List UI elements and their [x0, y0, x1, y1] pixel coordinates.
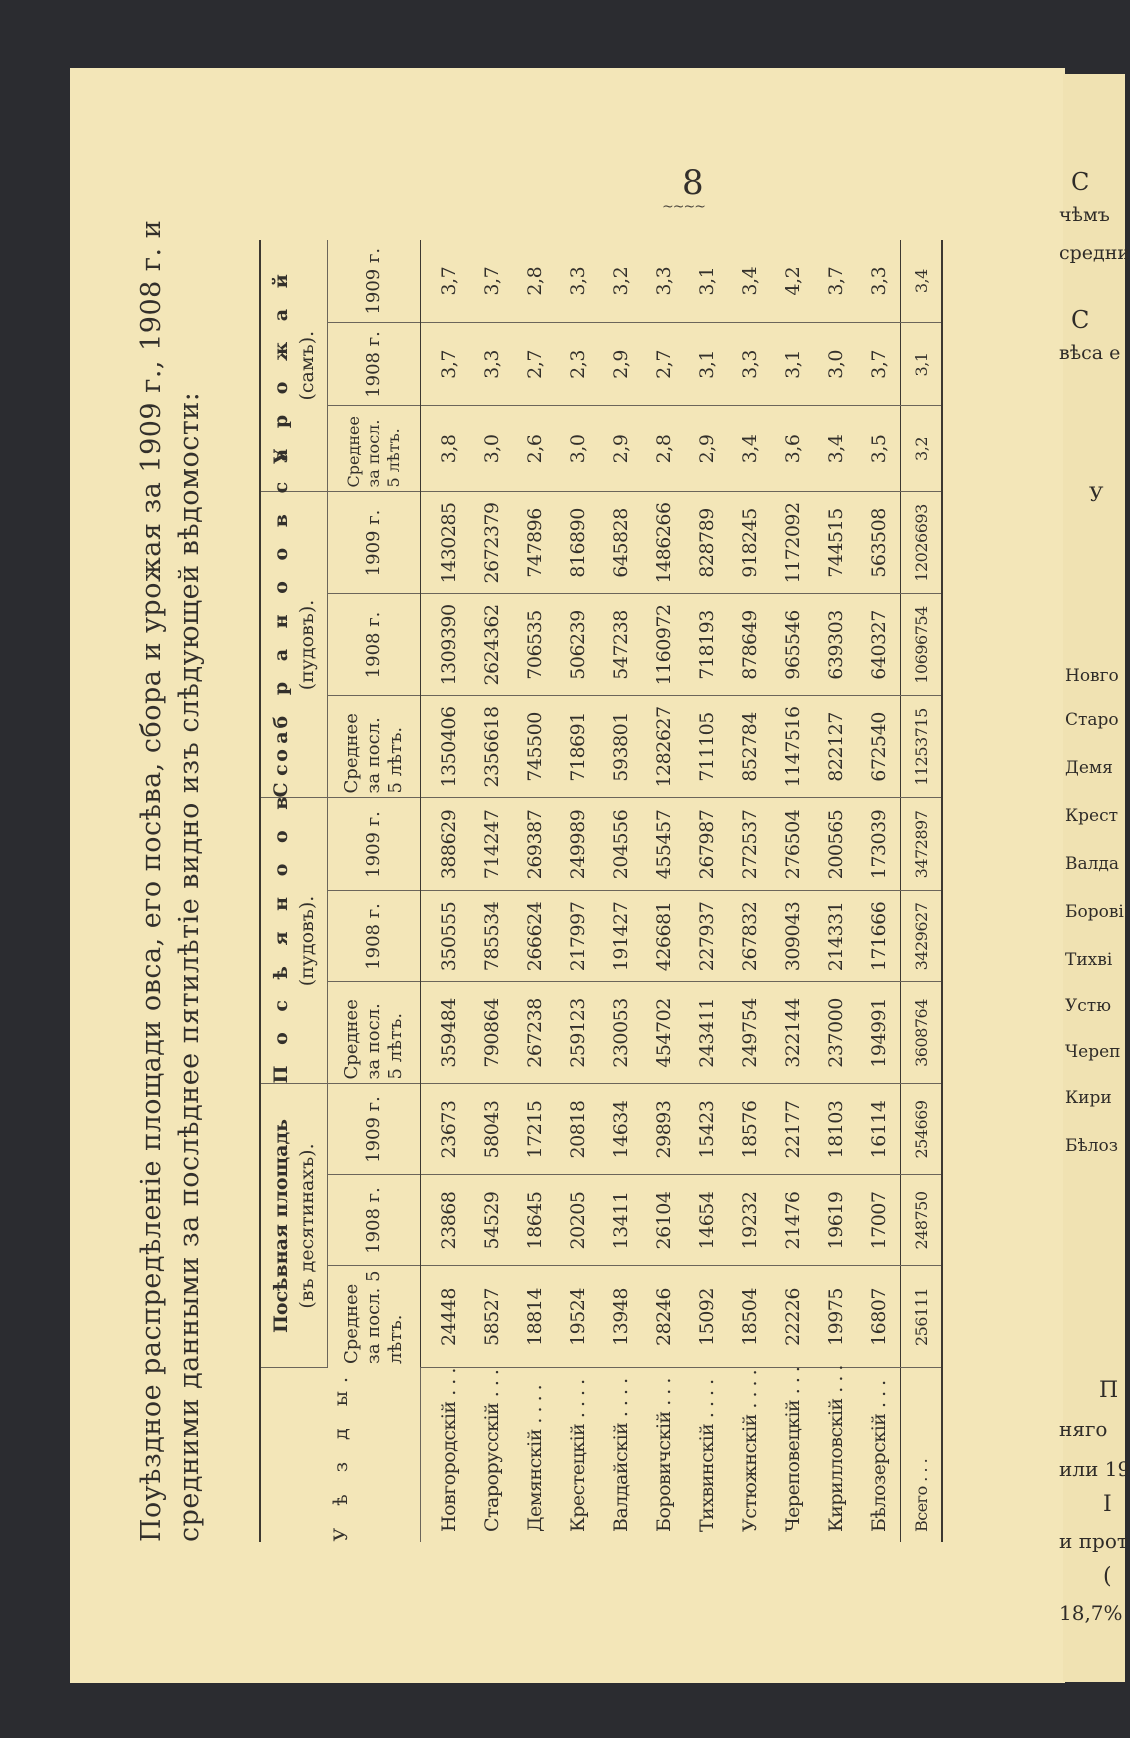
table-cell: 547238: [599, 594, 642, 696]
table-cell: 3,3: [857, 240, 901, 323]
table-cell: 22226: [771, 1266, 814, 1368]
table-cell: 3,5: [857, 406, 901, 492]
table-cell: 2,7: [513, 323, 556, 406]
table-cell: 965546: [771, 594, 814, 696]
table-cell: 2,9: [599, 406, 642, 492]
table-cell: 645828: [599, 492, 642, 594]
subheader-1909: 1909 г.: [328, 1084, 421, 1175]
district-name: Крестецкій . . . .: [566, 1379, 589, 1532]
oats-statistics-table: [259, 240, 943, 1542]
district-name: Кирилловскій . . .: [824, 1365, 847, 1532]
table-cell: 12026693: [901, 492, 943, 594]
table-cell: 19975: [814, 1266, 857, 1368]
table-cell: 19619: [814, 1175, 857, 1266]
table-cell: 2,3: [556, 323, 599, 406]
next-page-fragment: вѣса е: [1059, 342, 1121, 364]
table-cell: 640327: [857, 594, 901, 696]
group-unit: (пудовъ).: [296, 895, 318, 987]
subheader-5yr-average: Среднее за посл. 5 лѣтъ.: [328, 696, 421, 798]
table-cell: 214331: [814, 891, 857, 982]
table-cell: 718193: [685, 594, 728, 696]
next-page-fragment: І: [1103, 1492, 1112, 1517]
district-name: Валдайскій . . . .: [609, 1378, 632, 1532]
table-cell: 2,7: [642, 323, 685, 406]
group-header-sown-area: [260, 1084, 328, 1368]
next-page-fragment: С: [1071, 306, 1090, 334]
caption-line-1: Поуѣздное распредѣленіе площади овса, его посѣва, сбора и урожая за 1909 г., 1908 г. и: [136, 219, 167, 1542]
group-title: Посѣвная площадь: [270, 1118, 292, 1334]
table-row: [728, 240, 771, 1542]
table-cell: 249754: [728, 982, 771, 1084]
table-cell: 267238: [513, 982, 556, 1084]
table-cell: 2,9: [685, 406, 728, 492]
table-cell: 744515: [814, 492, 857, 594]
table-cell: 16114: [857, 1084, 901, 1175]
table-cell: 259123: [556, 982, 599, 1084]
table-row: [685, 240, 728, 1542]
table-cell: 3,2: [599, 240, 642, 323]
table-cell: 18814: [513, 1266, 556, 1368]
table-cell: 718691: [556, 696, 599, 798]
table-cell: 18576: [728, 1084, 771, 1175]
next-page-fragment: (: [1103, 1564, 1112, 1589]
table-body: [421, 240, 943, 1542]
table-cell: 3,4: [814, 406, 857, 492]
district-name: Череповецкій . . .: [781, 1366, 804, 1532]
table-cell: 227937: [685, 891, 728, 982]
table-cell: 2,9: [599, 323, 642, 406]
table-cell: 17007: [857, 1175, 901, 1266]
group-unit: (пудовъ).: [296, 599, 318, 691]
table-cell: 506239: [556, 594, 599, 696]
table-cell: 26104: [642, 1175, 685, 1266]
table-cell: 3,1: [901, 323, 943, 406]
table-cell: 29893: [642, 1084, 685, 1175]
table-cell: 1309390: [421, 594, 471, 696]
table-cell: 243411: [685, 982, 728, 1084]
next-page-fragment: Борові: [1065, 902, 1124, 922]
subheader-1909: 1909 г.: [328, 798, 421, 891]
adjacent-page-edge: [1059, 74, 1130, 1682]
table-cell: 13948: [599, 1266, 642, 1368]
table-cell: 388629: [421, 798, 471, 891]
district-name: Старорусскій . . .: [480, 1369, 503, 1532]
table-cell: 3,4: [901, 240, 943, 323]
table-cell: 11253715: [901, 696, 943, 798]
table-cell: 3,3: [470, 323, 513, 406]
table-cell: 3608764: [901, 982, 943, 1084]
table-cell: 22177: [771, 1084, 814, 1175]
table-cell: 269387: [513, 798, 556, 891]
table-cell: 2624362: [470, 594, 513, 696]
table-cell: 3,7: [421, 323, 471, 406]
table-cell: 822127: [814, 696, 857, 798]
table-cell: 15092: [685, 1266, 728, 1368]
caption-line-2: средними данными за послѣднее пятилѣтіе видно изъ слѣдующей вѣдомости:: [174, 391, 205, 1542]
table-cell: 276504: [771, 798, 814, 891]
table-cell: 194991: [857, 982, 901, 1084]
table-cell: 2,6: [513, 406, 556, 492]
table-cell: 10696754: [901, 594, 943, 696]
next-page-fragment: С: [1071, 168, 1090, 196]
table-cell: 593801: [599, 696, 642, 798]
table-cell: 267832: [728, 891, 771, 982]
table-cell: 1160972: [642, 594, 685, 696]
table-row: [814, 240, 857, 1542]
table-cell: 15423: [685, 1084, 728, 1175]
table-cell: 454702: [642, 982, 685, 1084]
table-cell: 14634: [599, 1084, 642, 1175]
subheader-1908: 1908 г.: [328, 891, 421, 982]
table-cell: 3,3: [556, 240, 599, 323]
table-cell: 878649: [728, 594, 771, 696]
subheader-5yr-average: Среднее за посл. 5 лѣтъ.: [328, 1266, 421, 1368]
table-cell: 18645: [513, 1175, 556, 1266]
district-name: Тихвинскій . . . .: [695, 1379, 718, 1532]
table-cell: 248750: [901, 1175, 943, 1266]
table-cell: 237000: [814, 982, 857, 1084]
table-cell: 816890: [556, 492, 599, 594]
table-cell: 790864: [470, 982, 513, 1084]
table-cell: 3,3: [728, 323, 771, 406]
table-cell: 3,0: [470, 406, 513, 492]
table-cell: 4,2: [771, 240, 814, 323]
table-cell: 20818: [556, 1084, 599, 1175]
table-cell: 23868: [421, 1175, 471, 1266]
ornament: ~~~~: [662, 199, 705, 215]
next-page-fragment: Валда: [1065, 854, 1120, 874]
table-row: [556, 240, 599, 1542]
table-cell: 711105: [685, 696, 728, 798]
subheader-5yr-average: Среднее за посл. 5 лѣтъ.: [328, 406, 421, 492]
table-row: [421, 240, 471, 1542]
rotated-table-block: [136, 219, 1036, 1542]
table-cell: 706535: [513, 594, 556, 696]
subheader-1908: 1908 г.: [328, 594, 421, 696]
table-cell: 267987: [685, 798, 728, 891]
table-cell: 191427: [599, 891, 642, 982]
table-cell: 28246: [642, 1266, 685, 1368]
table-cell: 1486266: [642, 492, 685, 594]
group-unit: (самъ).: [296, 330, 318, 401]
subheader-1909: 1909 г.: [328, 492, 421, 594]
table-cell: 256111: [901, 1266, 943, 1368]
table-cell: 3,1: [771, 323, 814, 406]
table-cell: 3429627: [901, 891, 943, 982]
group-title: С о б р а н о о в с а: [270, 441, 292, 798]
table-cell: 18103: [814, 1084, 857, 1175]
group-title: У р о ж а й: [270, 267, 292, 465]
table-row: [470, 240, 513, 1542]
table-cell: 3,2: [901, 406, 943, 492]
table-cell: 426681: [642, 891, 685, 982]
table-cell: 3,6: [771, 406, 814, 492]
table-cell: 455457: [642, 798, 685, 891]
table-cell: 828789: [685, 492, 728, 594]
group-header-yield: [260, 240, 328, 492]
table-cell: 785534: [470, 891, 513, 982]
next-page-fragment: П: [1099, 1378, 1119, 1403]
table-cell: 217997: [556, 891, 599, 982]
table-cell: 3,8: [421, 406, 471, 492]
table-cell: 1430285: [421, 492, 471, 594]
next-page-fragment: Новго: [1065, 666, 1119, 686]
next-page-fragment: Старо: [1065, 710, 1119, 730]
table-cell: 13411: [599, 1175, 642, 1266]
subheader-1908: 1908 г.: [328, 1175, 421, 1266]
table-cell: 747896: [513, 492, 556, 594]
table-cell: 173039: [857, 798, 901, 891]
table-cell: 672540: [857, 696, 901, 798]
district-name: Устюжнскій . . . .: [738, 1369, 761, 1532]
group-unit: (въ десятинахъ).: [296, 1143, 318, 1309]
table-row: [599, 240, 642, 1542]
table-cell: 254669: [901, 1084, 943, 1175]
table-cell: 54529: [470, 1175, 513, 1266]
table-cell: 1172092: [771, 492, 814, 594]
total-row: [901, 240, 943, 1542]
next-page-fragment: Тихві: [1065, 950, 1113, 970]
table-cell: 249989: [556, 798, 599, 891]
table-cell: 3,1: [685, 240, 728, 323]
table-row: [513, 240, 556, 1542]
next-page-fragment: Крест: [1065, 806, 1119, 826]
table-cell: 58043: [470, 1084, 513, 1175]
table-cell: 272537: [728, 798, 771, 891]
table-cell: 350555: [421, 891, 471, 982]
table-cell: 58527: [470, 1266, 513, 1368]
table-cell: 745500: [513, 696, 556, 798]
table-cell: 18504: [728, 1266, 771, 1368]
table-cell: 19232: [728, 1175, 771, 1266]
next-page-fragment: Демя: [1065, 758, 1113, 778]
table-cell: 3,7: [421, 240, 471, 323]
table-cell: 3,7: [814, 240, 857, 323]
table-cell: 16807: [857, 1266, 901, 1368]
next-page-fragment: 18,7%: [1059, 1601, 1123, 1625]
table-cell: 24448: [421, 1266, 471, 1368]
table-cell: 200565: [814, 798, 857, 891]
district-name: Бѣлозерскій . . .: [867, 1380, 890, 1532]
subheader-1908: 1908 г.: [328, 323, 421, 406]
table-row: [857, 240, 901, 1542]
table-cell: 3,0: [814, 323, 857, 406]
next-page-fragment: и прот: [1059, 1529, 1128, 1553]
group-header-seeded-oats: [260, 724, 328, 1084]
table-row: [771, 240, 814, 1542]
next-page-fragment: У: [1089, 482, 1104, 506]
subheader-5yr-average: Среднее за посл. 5 лѣтъ.: [328, 982, 421, 1084]
table-cell: 3,7: [470, 240, 513, 323]
district-name: Демянскій . . . .: [523, 1384, 546, 1532]
page-number: 8: [682, 163, 704, 203]
group-title: П о с ѣ я н о о в с а: [270, 724, 292, 1084]
table-cell: 322144: [771, 982, 814, 1084]
table-cell: 14654: [685, 1175, 728, 1266]
table-cell: 3,7: [857, 323, 901, 406]
next-page-fragment: Кири: [1065, 1088, 1112, 1108]
table-cell: 3,4: [728, 240, 771, 323]
table-cell: 2,8: [513, 240, 556, 323]
table-cell: 3,3: [642, 240, 685, 323]
table-cell: 2356618: [470, 696, 513, 798]
table-cell: 3,4: [728, 406, 771, 492]
table-row: [642, 240, 685, 1542]
table-cell: 1350406: [421, 696, 471, 798]
next-page-fragment: Бѣлоз: [1065, 1136, 1119, 1156]
table-cell: 714247: [470, 798, 513, 891]
table-cell: 204556: [599, 798, 642, 891]
district-name: Боровичскій . . .: [652, 1378, 675, 1532]
next-page-fragment: или 19: [1059, 1457, 1130, 1481]
table-cell: 359484: [421, 982, 471, 1084]
table-cell: 21476: [771, 1175, 814, 1266]
table-cell: 3472897: [901, 798, 943, 891]
table-cell: 639303: [814, 594, 857, 696]
next-page-fragment: средни: [1059, 242, 1130, 264]
table-cell: 2672379: [470, 492, 513, 594]
next-page-fragment: чѣмъ: [1059, 204, 1110, 226]
next-page-fragment: Череп: [1065, 1042, 1121, 1062]
table-cell: 3,0: [556, 406, 599, 492]
table-cell: 563508: [857, 492, 901, 594]
table-cell: 266624: [513, 891, 556, 982]
table-cell: 23673: [421, 1084, 471, 1175]
district-column-header: У ѣ з д ы.: [260, 1368, 421, 1542]
table-cell: 19524: [556, 1266, 599, 1368]
group-header-harvested-oats: [260, 441, 328, 798]
table-cell: 1282627: [642, 696, 685, 798]
table-cell: 1147516: [771, 696, 814, 798]
next-page-fragment: няго: [1059, 1417, 1108, 1441]
district-name: Новгородскій . . .: [437, 1368, 460, 1532]
table-cell: 309043: [771, 891, 814, 982]
table-cell: 2,8: [642, 406, 685, 492]
total-label: Всего . . .: [901, 1368, 943, 1542]
table-cell: 171666: [857, 891, 901, 982]
table-cell: 918245: [728, 492, 771, 594]
table-cell: 17215: [513, 1084, 556, 1175]
table-cell: 3,1: [685, 323, 728, 406]
subheader-1909: 1909 г.: [328, 240, 421, 323]
table-cell: 230053: [599, 982, 642, 1084]
next-page-fragment: Устю: [1065, 996, 1112, 1016]
table-cell: 20205: [556, 1175, 599, 1266]
table-cell: 852784: [728, 696, 771, 798]
